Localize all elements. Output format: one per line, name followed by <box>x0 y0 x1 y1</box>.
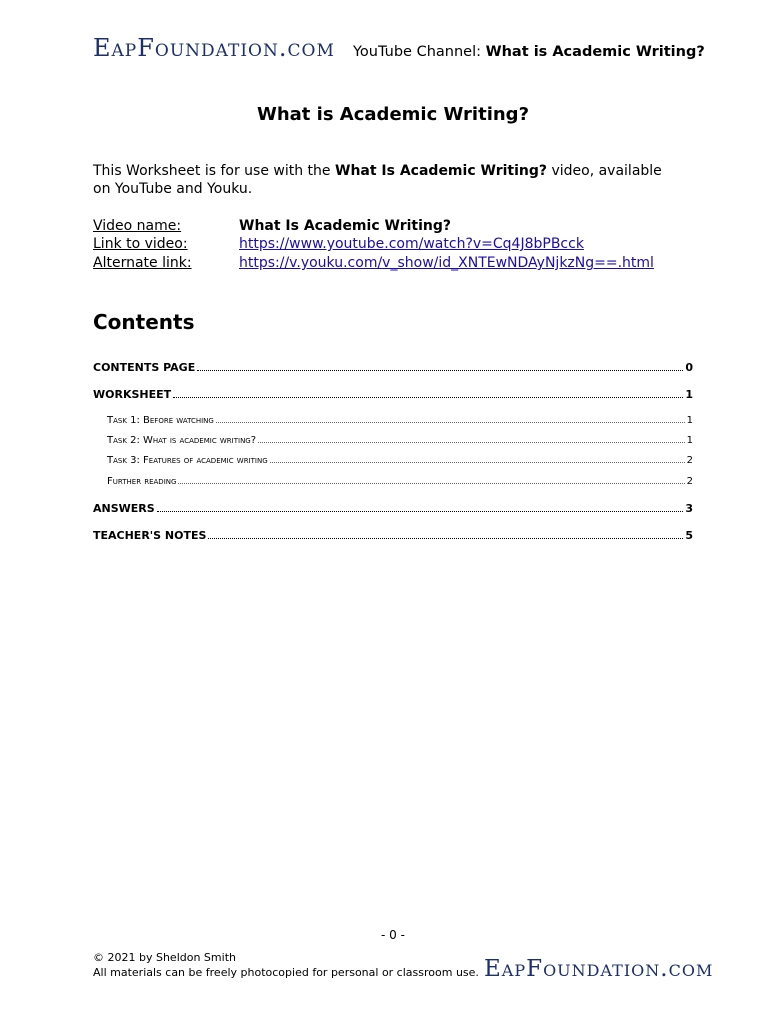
intro-paragraph <box>93 162 673 198</box>
toc-label: ANSWERS <box>93 502 155 515</box>
toc-page-number: 2 <box>686 455 693 466</box>
copyright-notice: © 2021 by Sheldon Smith <box>93 951 236 964</box>
toc-leader <box>173 396 683 398</box>
toc-leader <box>157 510 684 512</box>
toc-label: CONTENTS PAGE <box>93 361 196 374</box>
intro-text-after: video, available on YouTube and Youku. <box>93 163 662 197</box>
toc-leader <box>197 369 683 371</box>
toc-entry-answers[interactable] <box>93 502 693 515</box>
toc-page-number: 5 <box>685 529 693 542</box>
page-number: - 0 - <box>381 928 405 942</box>
toc-page-number: 3 <box>685 502 693 515</box>
channel-title: What is Academic Writing? <box>485 44 705 60</box>
toc-leader <box>208 537 683 539</box>
toc-page-number: 1 <box>686 415 693 426</box>
toc-entry-teachers-notes[interactable] <box>93 529 693 542</box>
toc-page-number: 1 <box>685 388 693 401</box>
toc-leader <box>216 421 685 423</box>
toc-label: Further reading <box>107 476 177 487</box>
toc-leader <box>178 482 684 484</box>
toc-label: Task 1: Before watching <box>107 415 214 426</box>
toc-leader <box>258 441 685 443</box>
toc-label: TEACHER'S NOTES <box>93 529 207 542</box>
toc-entry-task-2[interactable] <box>107 435 693 446</box>
toc-label: Task 3: Features of academic writing <box>107 455 268 466</box>
intro-video-title: What Is Academic Writing? <box>335 163 547 179</box>
video-name-value: What Is Academic Writing? <box>239 218 451 234</box>
youtube-link[interactable]: https://www.youtube.com/watch?v=Cq4J8bPBcck <box>239 236 584 252</box>
toc-entry-task-1[interactable] <box>107 415 693 426</box>
intro-text-before: This Worksheet is for use with the <box>93 163 335 179</box>
toc-entry-contents-page[interactable] <box>93 361 693 374</box>
toc-page-number: 1 <box>686 435 693 446</box>
video-link-label: Link to video: <box>93 236 188 252</box>
toc-leader <box>270 461 685 463</box>
toc-entry-worksheet[interactable] <box>93 388 693 401</box>
toc-page-number: 2 <box>686 476 693 487</box>
footer-text <box>93 950 479 980</box>
toc-entry-further-reading[interactable] <box>107 476 693 487</box>
toc-entry-task-3[interactable] <box>107 455 693 466</box>
eapfoundation-logo[interactable]: EapFoundation.com <box>93 34 335 62</box>
youku-link[interactable]: https://v.youku.com/v_show/id_XNTEwNDAyNjkzNg==.html <box>239 255 654 271</box>
license-notice: All materials can be freely photocopied for personal or classroom use. <box>93 966 479 979</box>
toc-label: WORKSHEET <box>93 388 172 401</box>
contents-heading: Contents <box>93 310 195 334</box>
toc-page-number: 0 <box>685 361 693 374</box>
page-title: What is Academic Writing? <box>256 104 530 125</box>
eapfoundation-footer-logo[interactable]: EapFoundation.com <box>484 956 714 982</box>
alternate-link-label: Alternate link: <box>93 255 192 271</box>
video-name-label: Video name: <box>93 218 182 234</box>
header-channel <box>353 44 705 60</box>
channel-label: YouTube Channel: <box>353 44 481 60</box>
toc-label: Task 2: What is academic writing? <box>107 435 257 446</box>
